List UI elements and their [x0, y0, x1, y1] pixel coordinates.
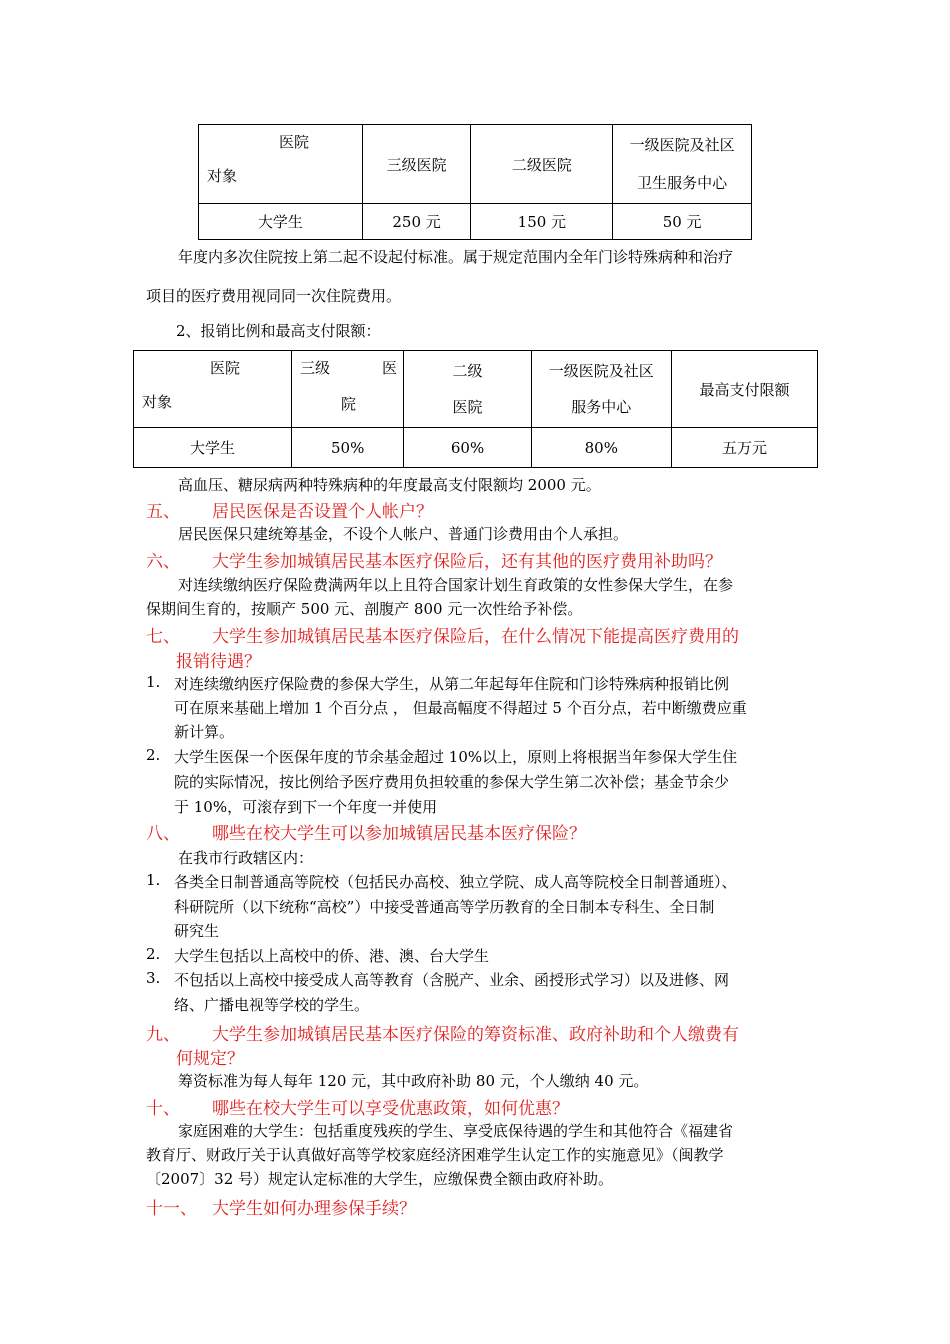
- cell-value: 150 元: [471, 204, 613, 240]
- section-number: 十、: [146, 1099, 180, 1119]
- table-hospital-threshold: [198, 124, 752, 240]
- list-item-line: 研究生: [174, 922, 220, 940]
- paragraph-line: 教育厅、财政厅关于认真做好高等学校家庭经济困难学生认定工作的实施意见》（闽教学: [146, 1146, 724, 1164]
- list-item-line: 新计算。: [174, 723, 235, 741]
- row-label-student: 大学生: [134, 428, 292, 468]
- col-header-text: 服务中心: [571, 398, 632, 416]
- col-header-text: 一级医院及社区: [548, 362, 654, 380]
- list-item-line: 院的实际情况，按比例给予医疗费用负担较重的参保大学生第二次补偿；基金节余少: [174, 773, 730, 791]
- list-item-line: 大学生医保一个医保年度的节余基金超过 10%以上，原则上将根据当年参保大学生住: [174, 748, 738, 766]
- cell-value: 50 元: [613, 204, 752, 240]
- paragraph-line: 家庭困难的大学生：包括重度残疾的学生、享受底保待遇的学生和其他符合《福建省: [178, 1122, 734, 1140]
- section-title: 大学生参加城镇居民基本医疗保险的筹资标准、政府补助和个人缴费有: [212, 1025, 739, 1045]
- list-item-line: 对连续缴纳医疗保险费的参保大学生，从第二年起每年住院和门诊特殊病种报销比例: [174, 675, 730, 693]
- col-header-text: 三级: [299, 359, 330, 377]
- list-number: 1.: [146, 673, 161, 691]
- list-number: 3.: [146, 969, 161, 987]
- col-header-text: 院: [340, 395, 356, 413]
- paragraph-line: 高血压、糖尿病两种特殊病种的年度最高支付限额均 2000 元。: [178, 476, 601, 494]
- section-number: 十一、: [146, 1199, 197, 1219]
- paragraph-line: 〔2007〕32 号）规定认定标准的大学生，应缴保费全额由政府补助。: [146, 1170, 614, 1188]
- section-title: 哪些在校大学生可以参加城镇居民基本医疗保险？: [212, 824, 586, 844]
- list-item-line: 大学生包括以上高校中的侨、港、澳、台大学生: [174, 947, 490, 965]
- header-object: 对象: [207, 167, 238, 185]
- cell-value: 五万元: [671, 428, 817, 468]
- cell-value: 250 元: [362, 204, 471, 240]
- col-header-text: 医院: [452, 398, 483, 416]
- list-item-line: 不包括以上高校中接受成人高等教育（含脱产、业余、函授形式学习）以及进修、网: [174, 971, 730, 989]
- table-header-corner: [199, 125, 363, 204]
- section-number: 六、: [146, 552, 180, 572]
- section-number: 九、: [146, 1025, 180, 1045]
- col-header-tier3: [291, 351, 403, 428]
- list-number: 2.: [146, 945, 161, 963]
- subheading-ratio: 2、报销比例和最高支付限额：: [176, 322, 381, 340]
- header-object: 对象: [142, 393, 173, 411]
- list-item-line: 科研院所（以下统称“高校”）中接受普通高等学历教育的全日制本专科生、全日制: [174, 898, 715, 916]
- cell-value: 50%: [291, 428, 403, 468]
- paragraph-line: 在我市行政辖区内：: [178, 849, 314, 867]
- cell-value: 60%: [404, 428, 531, 468]
- col-header-tier2: [404, 351, 531, 428]
- col-header-tier1-line1: 一级医院及社区: [629, 136, 735, 154]
- col-header-tier2: 二级医院: [471, 125, 613, 204]
- col-header-tier1: [613, 125, 752, 204]
- list-number: 2.: [146, 746, 161, 764]
- cell-value: 80%: [531, 428, 671, 468]
- row-label-student: 大学生: [199, 204, 363, 240]
- col-header-max-limit: 最高支付限额: [671, 351, 817, 428]
- header-hospital: 医院: [210, 359, 241, 377]
- section-title: 报销待遇？: [176, 652, 261, 672]
- table-header-corner: [134, 351, 292, 428]
- col-header-tier1-line2: 卫生服务中心: [637, 174, 728, 192]
- paragraph-line: 项目的医疗费用视同同一次住院费用。: [146, 287, 402, 305]
- paragraph-line: 年度内多次住院按上第二起不设起付标准。属于规定范围内全年门诊特殊病种和治疗: [178, 248, 734, 266]
- section-number: 八、: [146, 824, 180, 844]
- col-header-text: 医: [381, 359, 397, 377]
- paragraph-line: 保期间生育的，按顺产 500 元、剖腹产 800 元一次性给予补偿。: [146, 600, 583, 618]
- list-item-line: 络、广播电视等学校的学生。: [174, 996, 370, 1014]
- section-title: 大学生如何办理参保手续？: [212, 1199, 416, 1219]
- section-title: 大学生参加城镇居民基本医疗保险后，在什么情况下能提高医疗费用的: [212, 627, 739, 647]
- paragraph-line: 筹资标准为每人每年 120 元，其中政府补助 80 元，个人缴纳 40 元。: [178, 1072, 649, 1090]
- list-number: 1.: [146, 871, 161, 889]
- list-item-line: 可在原来基础上增加 1 个百分点 ， 但最高幅度不得超过 5 个百分点，若中断缴费应重: [174, 699, 747, 717]
- col-header-tier1: [531, 351, 671, 428]
- col-header-tier3: 三级医院: [362, 125, 471, 204]
- col-header-text: 二级: [452, 362, 483, 380]
- section-number: 七、: [146, 627, 180, 647]
- section-title: 居民医保是否设置个人帐户？: [212, 502, 433, 522]
- paragraph-line: 居民医保只建统筹基金，不设个人帐户、普通门诊费用由个人承担。: [178, 525, 629, 543]
- section-title: 大学生参加城镇居民基本医疗保险后，还有其他的医疗费用补助吗？: [212, 552, 722, 572]
- section-title: 何规定？: [176, 1049, 244, 1069]
- section-number: 五、: [146, 502, 180, 522]
- section-title: 哪些在校大学生可以享受优惠政策，如何优惠？: [212, 1099, 569, 1119]
- paragraph-line: 对连续缴纳医疗保险费满两年以上且符合国家计划生育政策的女性参保大学生，在参: [178, 576, 734, 594]
- list-item-line: 于 10%，可滚存到下一个年度一并使用: [174, 798, 438, 816]
- table-reimbursement-ratio: [133, 350, 818, 468]
- list-item-line: 各类全日制普通高等院校（包括民办高校、独立学院、成人高等院校全日制普通班）、: [174, 873, 737, 891]
- header-hospital: 医院: [279, 133, 310, 151]
